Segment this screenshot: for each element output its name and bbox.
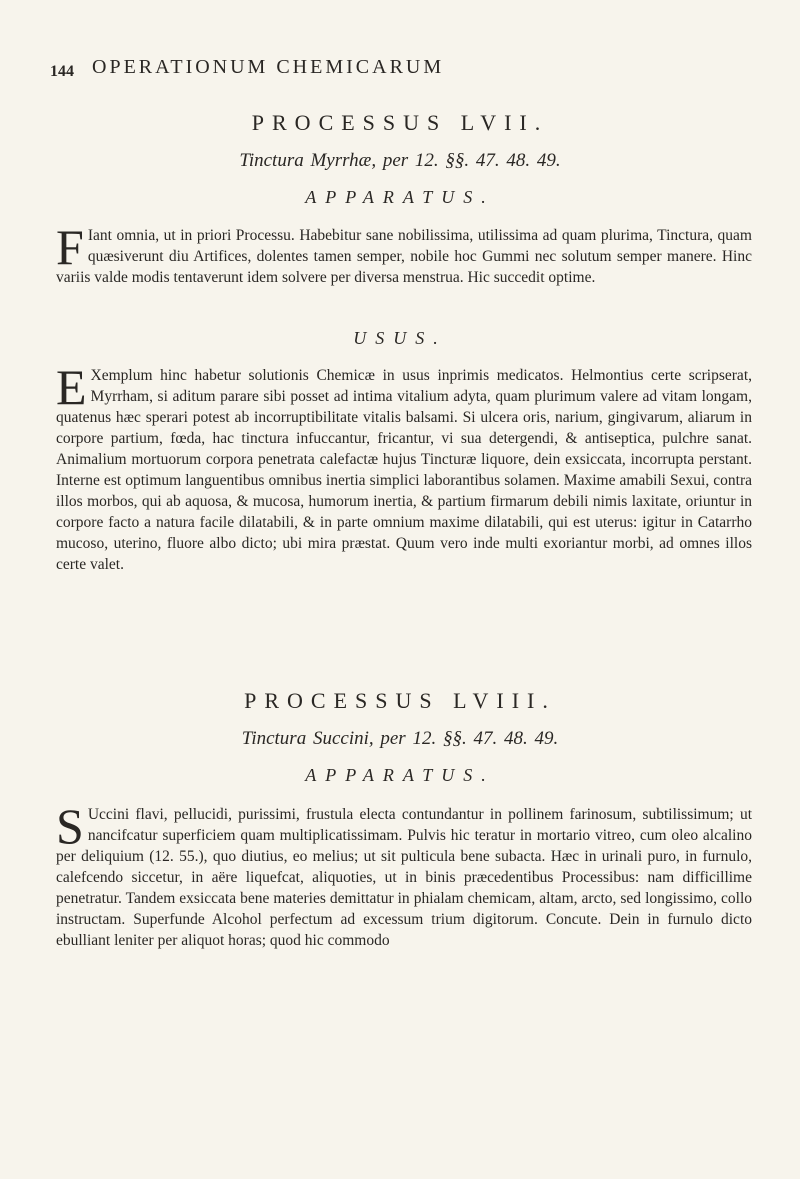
processus-heading-lviii: PROCESSUS LVIII. xyxy=(244,688,556,713)
apparatus-text-lviii: Uccini flavi, pellucidi, purissimi, frustula electa contundantur in pollinem farinosum, subtilissimum; ut nancifcatur superficiem quam multiplicatissimam. Pulvis hic teratur in mortario vitreo, cum oleo alcalino per deliquium (12. 55.), quo diutius, eo melius; ut sit pulticula bene subacta. Hæc in urinali puro, in furnulo, calefcendo siccetur, in aëre liquefcat, aliquoties, ut in binis præcedentibus Processibus: nam difficillime penetratur. Tandem exsiccata bene materies demittatur in phialam chemicam, altam, arcto, sed longissimo, collo instructam. Superfunde Alcohol perfectum ad excessum trium digitorum. Concute. Dein in furnulo dicto ebulliant leniter per aliquot horas; quod hic commodo xyxy=(56,806,752,949)
apparatus-text-lvii: Iant omnia, ut in priori Processu. Habebitur sane nobilissima, utilissima ad quam plurima, Tinctura, quam quæsiverunt diu Artifices, dolentes tamen semper, nobile hoc Gummi nec solutum semper manere. Hinc variis valde modis tentaverunt idem solvere per diversa menstrua. Hic succedit optime. xyxy=(56,227,752,286)
page-number: 144 xyxy=(50,63,74,80)
processus-heading-lvii: PROCESSUS LVII. xyxy=(251,110,549,135)
apparatus-heading-lviii: APPARATUS. xyxy=(305,765,495,785)
dropcap-s: S xyxy=(56,798,84,854)
apparatus-paragraph-lvii xyxy=(56,219,752,288)
usus-paragraph xyxy=(56,359,752,575)
dropcap-e: E xyxy=(56,359,87,415)
apparatus-heading-lvii: APPARATUS. xyxy=(305,187,495,207)
usus-heading: USUS. xyxy=(353,328,447,348)
running-head: OPERATIONUM CHEMICARUM xyxy=(92,56,445,78)
processus-subtitle-lvii: Tinctura Myrrhæ, per 12. §§. 47. 48. 49. xyxy=(239,150,561,171)
apparatus-paragraph-lviii xyxy=(56,798,752,951)
dropcap-f: F xyxy=(56,219,84,275)
usus-text: Xemplum hinc habetur solutionis Chemicæ in usus inprimis medicatos. Helmontius certe scripserat, Myrrham, si aditum parare sibi posset ad intima vitalium adyta, quam plurimum valere ad vitam longam, quatenus hæc sperari potest ab incorruptibilitate vitalis balsami. Si ulcera oris, narium, gingivarum, aliarum in corpore partium, fœda, hac tinctura infuccantur, fricantur, vi sua detergendi, & antiseptica, pulchre sanat. Animalium mortuorum corpora penetrata calefactæ hujus Tincturæ liquore, dein exsiccata, incorrupta perstant. Interne est optimum languentibus omnibus inertia simplici laborantibus solamen. Maxime amabili Sexui, contra illos morbos, qui ab aquosa, & mucosa, humorum inertia, & partium firmarum debili nimis laxitate, oriuntur in corpore facto a natura facile dilatabili, & in parte omnium maxime dilatabili, qui est uterus: igitur in Catarrho mucoso, uterino, fluore albo dicto; ubi mira præstat. Quum vero inde multi exoriantur morbi, ad omnes illos certe valet. xyxy=(56,367,752,573)
processus-subtitle-lviii: Tinctura Succini, per 12. §§. 47. 48. 49. xyxy=(241,728,559,749)
